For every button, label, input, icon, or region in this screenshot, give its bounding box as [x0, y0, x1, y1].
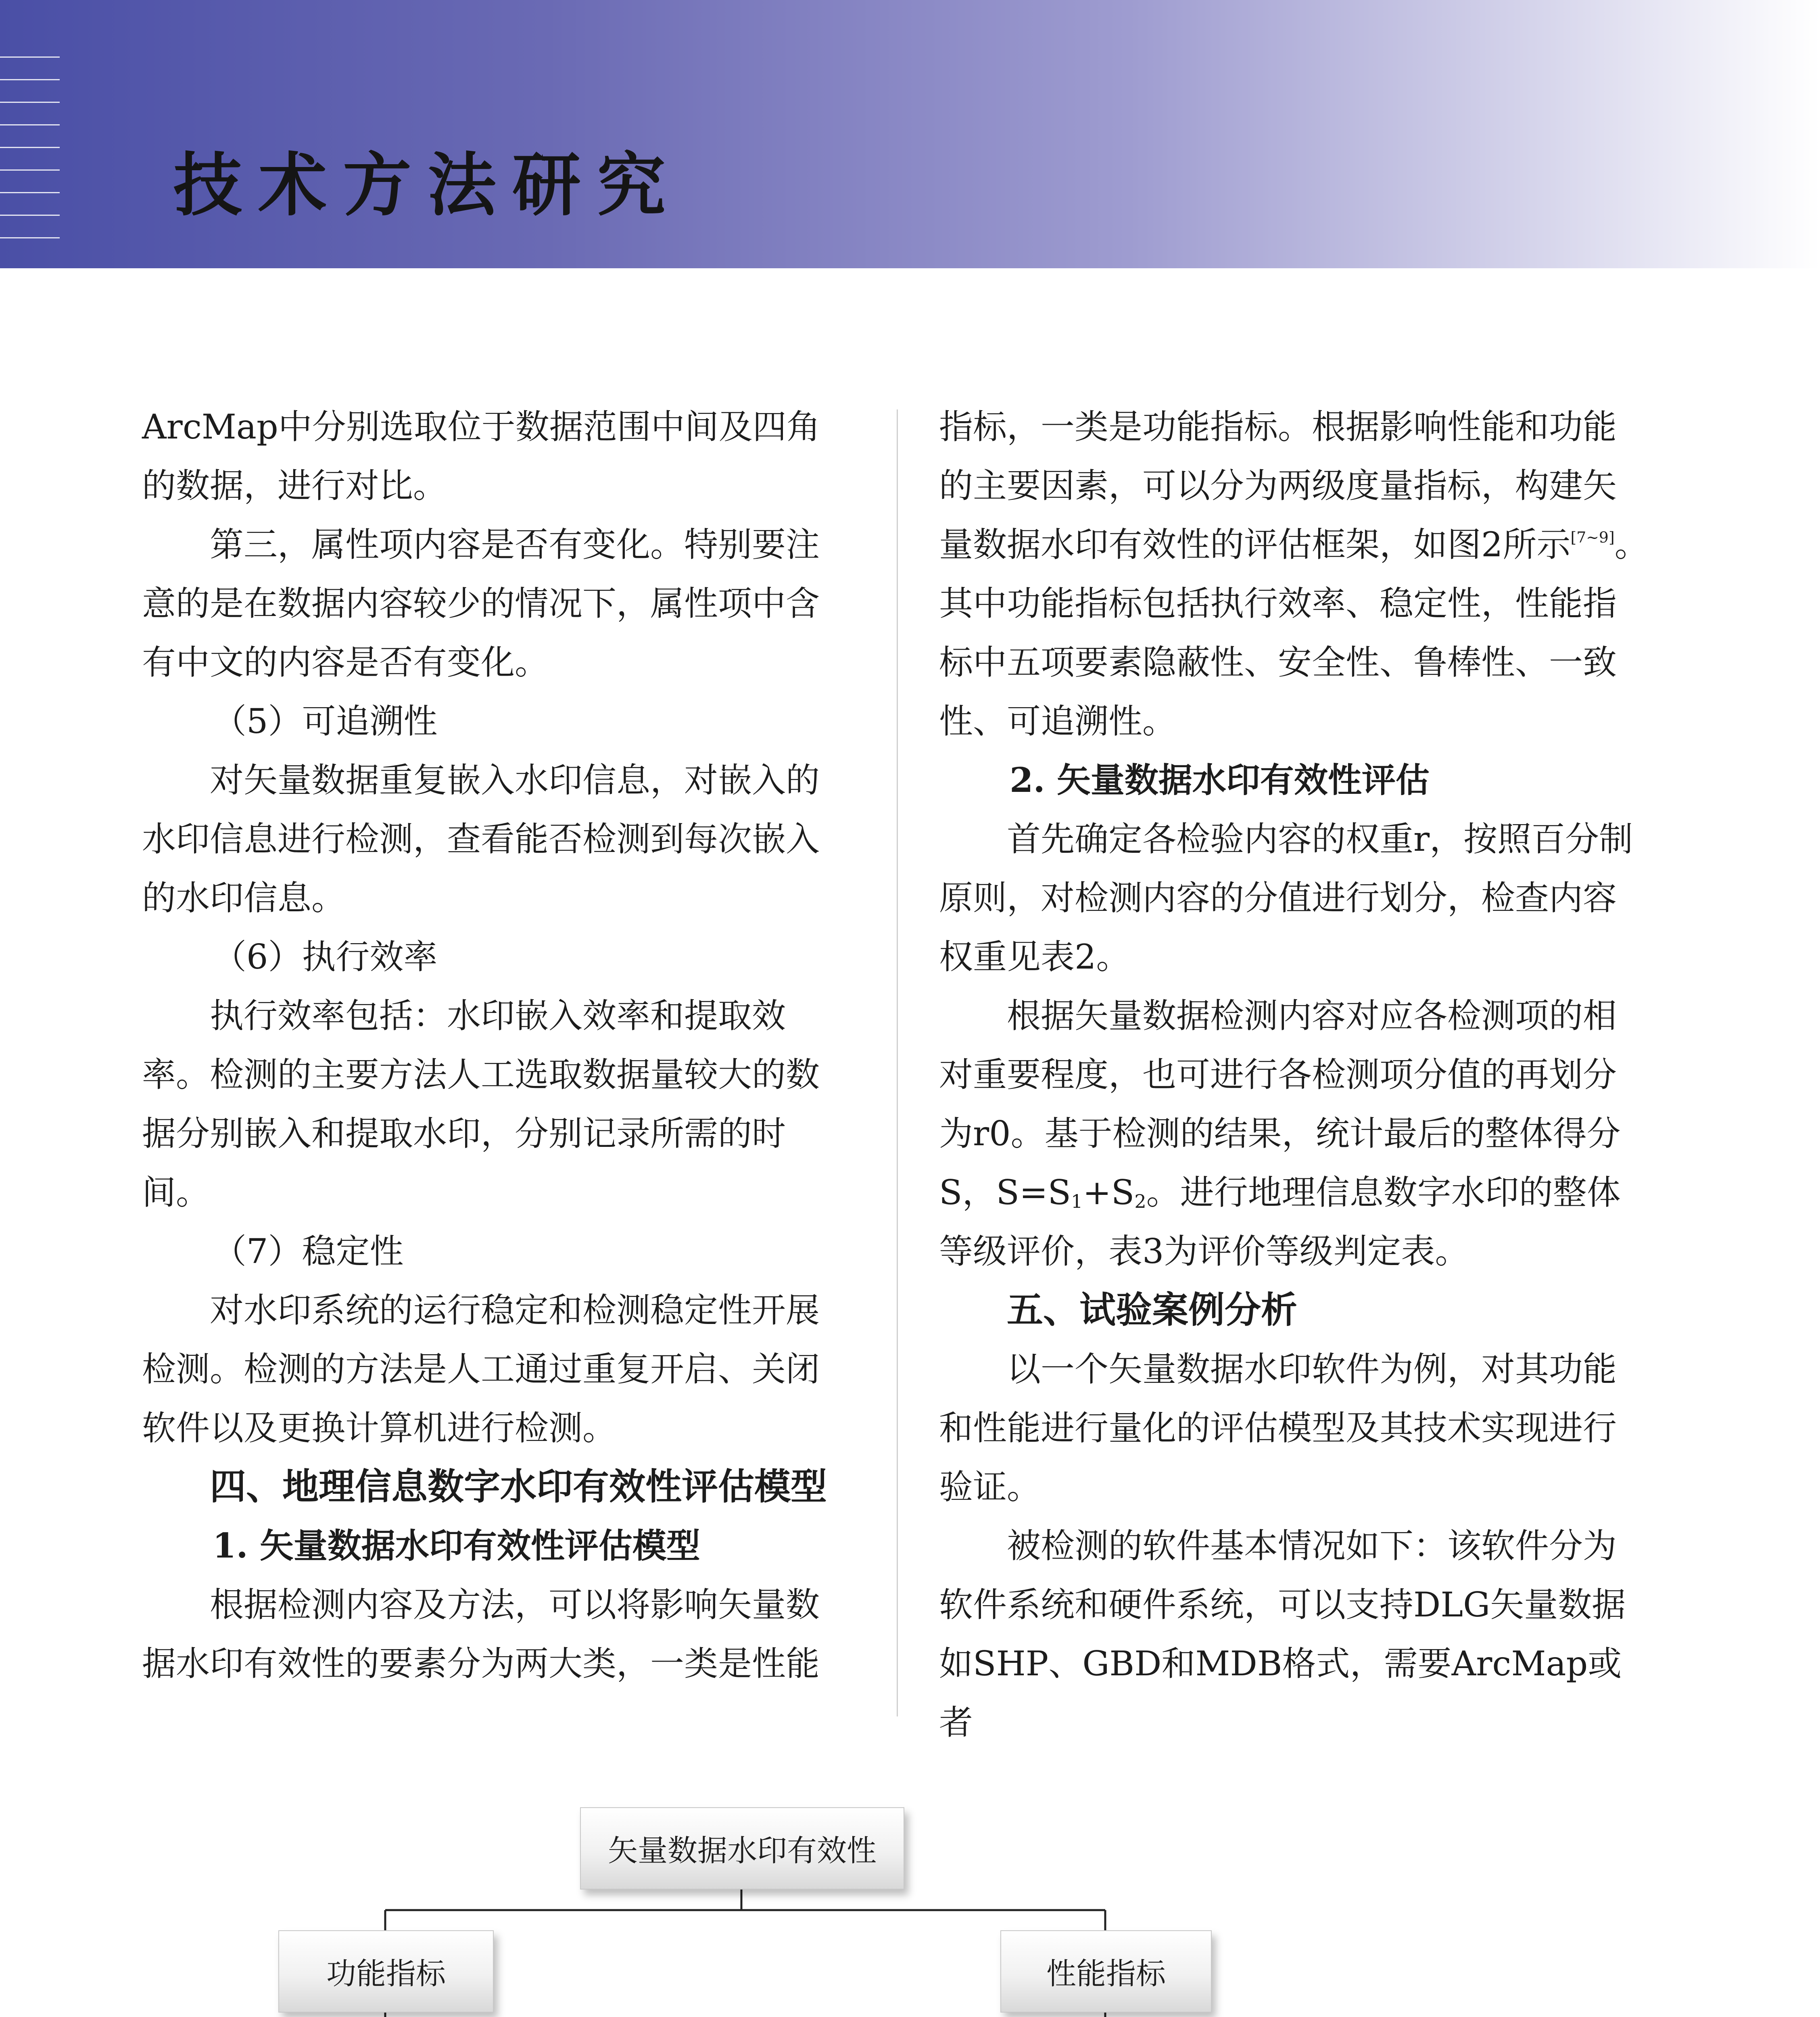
right-column: [939, 397, 1649, 1752]
paragraph: 根据矢量数据检测内容对应各检测项的相对重要程度，也可进行各检测项分值的再划分为r0。基于检测的结果，统计最后的整体得分S，$S=S_1+S_2$。进行地理信息数字水印的整体等级评价，表3为评价等级判定表。: [939, 996, 1621, 1271]
section-heading: 五、试验案例分析: [1007, 1289, 1297, 1331]
section-header-banner: [0, 0, 1820, 268]
node-functional-indicators: 功能指标: [278, 1930, 494, 2013]
section-title: 技术方法研究: [173, 146, 682, 226]
paragraph: 指标，一类是功能指标。根据影响性能和功能的主要因素，可以分为两级度量指标，构建矢量数据水印有效性的评估框架，如图2所示[7~9]。其中功能指标包括执行效率、稳定性，性能指标中五项要素隐蔽性、安全性、鲁棒性、一致性、可追溯性。: [939, 407, 1649, 741]
paragraph: 根据检测内容及方法，可以将影响矢量数据水印有效性的要素分为两大类，一类是性能: [142, 1585, 820, 1683]
subsection-heading: 2. 矢量数据水印有效性评估: [1010, 760, 1430, 800]
paragraph: 首先确定各检验内容的权重r，按照百分制原则，对检测内容的分值进行划分，检查内容权重见表2。: [939, 819, 1633, 977]
list-item-heading: （7）稳定性: [213, 1232, 404, 1271]
paragraph: 被检测的软件基本情况如下：该软件分为软件系统和硬件系统，可以支持DLG矢量数据如SHP、GBD和MDB格式，需要ArcMap或者: [939, 1526, 1626, 1742]
subsection-heading: 1. 矢量数据水印有效性评估模型: [213, 1526, 700, 1566]
paragraph: 以一个矢量数据水印软件为例，对其功能和性能进行量化的评估模型及其技术实现进行验证。: [939, 1349, 1617, 1507]
paragraph: ArcMap中分别选取位于数据范围中间及四角的数据，进行对比。: [142, 407, 820, 505]
evaluation-model-diagram: [0, 1767, 1820, 2017]
left-column: [142, 397, 852, 1693]
citation-ref[interactable]: [7~9]: [1570, 528, 1615, 546]
node-performance-indicators: 性能指标: [1000, 1930, 1212, 2013]
column-divider: [897, 409, 898, 1716]
diagram-connectors: [0, 1767, 1820, 2017]
list-item-heading: （6）执行效率: [213, 937, 438, 977]
section-heading: 四、地理信息数字水印有效性评估模型: [210, 1466, 827, 1508]
paragraph: 对水印系统的运行稳定和检测稳定性开展检测。检测的方法是人工通过重复开启、关闭软件以及更换计算机进行检测。: [142, 1290, 820, 1448]
list-item-heading: （5）可追溯性: [213, 702, 438, 741]
paragraph: 执行效率包括：水印嵌入效率和提取效率。检测的主要方法人工选取数据量较大的数据分别嵌入和提取水印，分别记录所需的时间。: [142, 996, 820, 1212]
paragraph: 第三，属性项内容是否有变化。特别要注意的是在数据内容较少的情况下，属性项中含有中文的内容是否有变化。: [142, 525, 820, 682]
header-stripes-decoration: [0, 56, 60, 258]
paragraph: 对矢量数据重复嵌入水印信息，对嵌入的水印信息进行检测，查看能否检测到每次嵌入的水印信息。: [142, 760, 820, 918]
node-root: 矢量数据水印有效性: [580, 1807, 904, 1890]
